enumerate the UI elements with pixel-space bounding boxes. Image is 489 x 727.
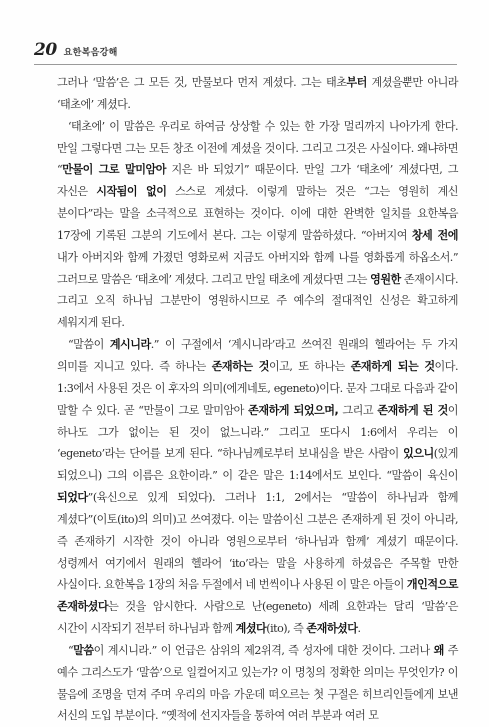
text-run: .” 이 구절에서 ‘계시니라’라고 쓰여진 원래의 헬라어는 두 가지 의미를 지니고 있다. 즉 하나는 xyxy=(57,338,458,373)
text-run: 이 하나도 그가 없이는 된 것이 없느니라.” 그리고 또다시 1:6에서 우리는 이 ‘egeneto’라는 단어를 보게 된다. “하나님께로부터 보내심을 받은 사람이 xyxy=(57,403,459,461)
header-rule xyxy=(34,64,457,65)
paragraph xyxy=(57,116,458,334)
bold-emphasis: 말씀 xyxy=(73,643,94,657)
text-run: 내가 아버지와 함께 가졌던 영화로써 지금도 아버지와 함께 나를 영화롭게 하옵소서.” 그러므로 말씀은 ‘태초에’ 계셨다. 그리고 만일 태초에 계셨다면 그는 xyxy=(57,250,458,286)
text-run: 그러나 ‘말씀’은 그 모든 것, 만물보다 먼저 계셨다. 그는 태초 xyxy=(57,76,347,89)
text-run: 이 계시니라.” 이 언급은 삼위의 제2위격, 즉 성자에 대한 것이다. 그러나 xyxy=(93,643,434,657)
paragraph xyxy=(57,640,458,727)
bold-emphasis: 왜 xyxy=(433,643,444,657)
document-body xyxy=(57,72,458,727)
text-run: 존재이시다. 그리고 오직 하나님 그분만이 영원하시므로 주 예수의 절대적인 신성은 확고하게 세워지게 된다. xyxy=(57,272,459,330)
text-run: “ xyxy=(68,643,74,657)
bold-emphasis: 개인적으로 존재하셨다 xyxy=(57,578,458,614)
bold-emphasis: 존재하셨다 xyxy=(306,622,358,636)
bold-emphasis: 존재하는 것 xyxy=(211,359,269,373)
text-run: 스스로 계셨다. 이렇게 말하는 것은 “그는 영원히 계신 분이다”라는 말을 소극적으로 표현하는 것이다. 이에 대한 완벽한 일치를 요한복음 17장에 기록된 그분의 기도에서 본다. 그는 이렇게 말씀하셨다. “아버지여 xyxy=(57,185,458,242)
text-run: (ito), 즉 xyxy=(266,622,307,636)
text-run: ‘태초에’ 이 말씀은 우리로 하여금 상상할 수 있는 한 가장 멀리까지 나아가게 한다. 만일 그렇다면 그는 모든 창조 이전에 계셨을 것이다. 그리고 그것은 사실이다. 왜냐하면 “ xyxy=(57,119,458,177)
text-run: . xyxy=(357,622,361,636)
text-run: 지은 바 되었기” 때문이다. 만일 그가 ‘태초에’ 계셨다면, 그 자신은 xyxy=(57,163,458,199)
paragraph xyxy=(57,72,458,116)
bold-emphasis: 영원한 xyxy=(370,272,401,286)
text-run: ”(육신으로 있게 되었다). 그러나 1:1, 2에서는 “말씀이 하나님과 함께 계셨다”(이토(ito)의 의미)고 쓰여졌다. 이는 말씀이신 그분은 존재하게 된 것이 아니라, 즉 존재하기 시작한 것이 아니라 영원으로부터 ‘하나님과 함께’ 계셨기 때문이다. 성령께서 여기에서 원래의 헬라어 ‘ito’라는 말을 사용하게 하셨음은 주목할 만한 사실이다. 요한복음 1장의 처음 두절에서 네 번씩이나 사용된 이 말은 아들이 xyxy=(57,491,458,592)
page-number: 20 xyxy=(34,40,57,60)
text-run: 그리고 xyxy=(338,403,378,417)
running-title: 요한복음강해 xyxy=(63,48,118,58)
bold-emphasis: 창세 전에 xyxy=(411,228,458,242)
text-run: 계셨을뿐만 아니라 ‘태초에’ 계셨다. xyxy=(57,76,458,111)
bold-emphasis: 존재하게 되는 것 xyxy=(350,359,435,373)
text-run: 는 것을 암시한다. 사람으로 난(egeneto) 세례 요한과는 달리 ‘말씀’은 시간이 시작되기 전부터 하나님과 함께 xyxy=(57,600,458,636)
paragraph xyxy=(57,334,458,640)
text-run: (있게 되었으니) 그의 이름은 요한이라.” 이 같은 말은 1:14에서도 보인다. “말씀이 육신이 xyxy=(57,447,458,483)
text-run: “말씀이 xyxy=(68,338,110,352)
page-header xyxy=(34,40,459,64)
bold-emphasis: 계시니라 xyxy=(109,338,151,352)
text-run: 이다. 1:3에서 사용된 것은 이 후자의 의미(에게네토, egeneto)이다. 문자 그대로 다음과 같이 말할 수 있다. 곧 “만물이 그로 말미암아 xyxy=(57,359,459,417)
text-run: 주 예수 그리스도가 ‘말씀’으로 일컬어지고 있는가? 이 명칭의 정확한 의미는 무엇인가? 이 물음에 조명을 던져 주며 우리의 마음 가운데 떠오르는 첫 구절은 히브리인들에게 보낸 서신의 도입 부분이다. “옛적에 선지자들을 통하여 여러 부분과 여러 모 xyxy=(57,643,459,723)
text-run: 이고, 또 하나는 xyxy=(268,359,351,373)
bold-emphasis: 시작됨이 없이 xyxy=(96,185,167,199)
bold-emphasis: 있으니 xyxy=(403,447,434,461)
bold-emphasis: 만물이 그로 말미암아 xyxy=(62,163,166,177)
bold-emphasis: 존재하게 되었으며, xyxy=(248,403,339,417)
bold-emphasis: 되었다 xyxy=(57,491,88,505)
bold-emphasis: 존재하게 된 것 xyxy=(377,403,448,417)
bold-emphasis: 계셨다 xyxy=(235,622,267,636)
bold-emphasis: 부터 xyxy=(346,76,367,89)
